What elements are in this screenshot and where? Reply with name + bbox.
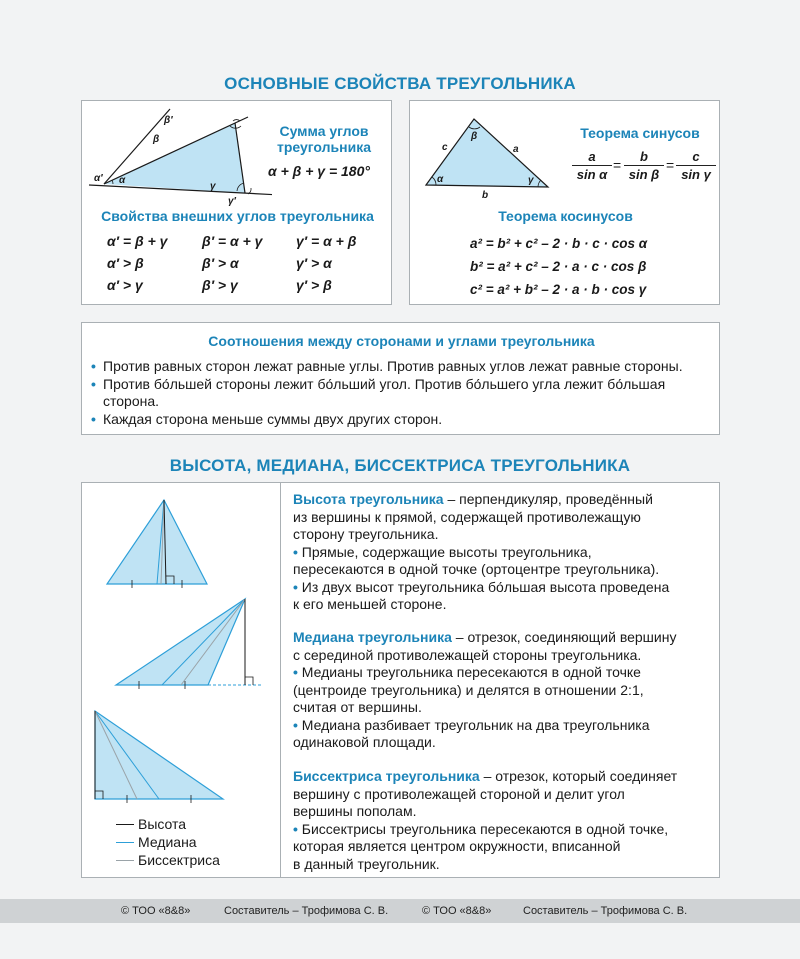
legend-item-median: Медиана: [116, 833, 220, 851]
list-item: • Каждая сторона меньше суммы двух других сторон.: [91, 411, 716, 429]
exterior-angles-title: Свойства внешних углов треугольника: [101, 208, 374, 224]
angles-panel: [81, 100, 392, 305]
legend-line-gray: [116, 860, 134, 861]
label-side-a: a: [513, 144, 519, 155]
label-gamma-prime: γ′: [228, 196, 236, 207]
ext-formula: α′ > γ: [107, 277, 143, 293]
ext-formula: β′ > α: [202, 255, 239, 271]
cosine-formula: a² = b² + c² – 2 · b · c · cos α: [470, 236, 648, 251]
label-side-c: c: [442, 142, 448, 153]
equals-sign: =: [613, 157, 622, 173]
median-term: Медиана треугольника: [293, 629, 452, 645]
label-alpha-prime: α′: [94, 173, 103, 184]
footer-author: Составитель – Трофимова С. В.: [224, 905, 389, 917]
altitude-median-bisector-panel: [81, 482, 720, 878]
ext-formula: β′ = α + γ: [202, 233, 263, 249]
legend-line-black: [116, 824, 134, 825]
ext-formula: α′ > β: [107, 255, 144, 271]
footer-author: Составитель – Трофимова С. В.: [523, 905, 688, 917]
label-alpha: α: [437, 174, 444, 185]
triangle-sides-figure: [410, 101, 570, 201]
label-beta: β: [471, 131, 478, 142]
bisector-definition: Биссектриса треугольника – отрезок, который соединяет вершину с противолежащей стороной и делит угол вершины пополам. • Биссектрисы треугольника пересекаются в одной точке, которая является центром окружности, вписанной в данный треугольник.: [293, 768, 678, 872]
footer-copyright: © ТОО «8&8»: [121, 905, 191, 917]
equals-sign: =: [666, 157, 675, 173]
label-beta-prime: β′: [164, 115, 173, 126]
ext-formula: β′ > γ: [202, 277, 238, 293]
section-title-properties: ОСНОВНЫЕ СВОЙСТВА ТРЕУГОЛЬНИКА: [224, 74, 576, 93]
sine-fraction-a: $\frac{a}{\text{sin α}}$: [572, 149, 612, 182]
theorems-panel: [409, 100, 720, 305]
ext-formula: γ′ > β: [296, 277, 332, 293]
relations-panel: [81, 322, 720, 435]
label-gamma: γ: [528, 175, 534, 186]
angle-sum-title: Сумма углов треугольника: [276, 123, 371, 155]
ext-formula: γ′ > α: [296, 255, 332, 271]
angle-sum-formula: α + β + γ = 180°: [268, 163, 370, 179]
column-divider: [280, 483, 281, 877]
sine-theorem-title: Теорема синусов: [580, 125, 700, 141]
cosine-formulas: [470, 232, 647, 301]
label-alpha: α: [119, 175, 126, 186]
cosine-formula: c² = a² + b² – 2 · a · b · cos γ: [470, 282, 647, 297]
label-beta: β: [153, 134, 160, 145]
legend: [116, 815, 220, 869]
sine-fraction-b: $\frac{b}{\text{sin β}}$: [624, 149, 664, 182]
exterior-angles-figure: [82, 101, 272, 211]
altitude-term: Высота треугольника: [293, 491, 444, 507]
section-title-altitude-median-bisector: ВЫСОТА, МЕДИАНА, БИССЕКТРИСА ТРЕУГОЛЬНИКА: [169, 456, 631, 475]
median-definition: Медиана треугольника – отрезок, соединяющий вершину с серединой противолежащей стороны треугольника. • Медианы треугольника пересекаются в одной точке (центроиде треугольника) и делятся в отношении 2:1, считая от вершины. • Медиана разбивает треугольник на два треугольника одинаковой площади.: [293, 629, 677, 750]
legend-item-altitude: Высота: [116, 815, 220, 833]
label-gamma: γ: [210, 181, 216, 192]
footer-copyright: © ТОО «8&8»: [422, 905, 492, 917]
legend-item-bisector: Биссектриса: [116, 851, 220, 869]
cosine-theorem-title: Теорема косинусов: [498, 208, 633, 224]
bisector-term: Биссектриса треугольника: [293, 768, 480, 784]
ext-formula: α′ = β + γ: [107, 233, 168, 249]
cosine-formula: b² = a² + c² – 2 · a · c · cos β: [470, 259, 647, 274]
relations-title: Соотношения между сторонами и углами треугольника: [208, 333, 595, 349]
altitude-definition: Высота треугольника – перпендикуляр, проведённый из вершины к прямой, содержащей противолежащую сторону треугольника. • Прямые, содержащие высоты треугольника, пересекаются в одной точке (ортоцентре треугольника). • Из двух высот треугольника бо́льшая высота проведена к его меньшей стороне.: [293, 491, 670, 612]
relations-list: [91, 358, 716, 428]
ext-formula: γ′ = α + β: [296, 233, 357, 249]
footer: [0, 899, 800, 923]
label-side-b: b: [482, 190, 489, 201]
legend-line-blue: [116, 842, 134, 843]
sine-fraction-c: $\frac{c}{\text{sin γ}}$: [676, 149, 716, 182]
list-item: • Против равных сторон лежат равные углы. Против равных углов лежат равные стороны.: [91, 358, 716, 376]
list-item: • Против бо́льшей стороны лежит бо́льший угол. Против бо́льшего угла лежит бо́льшая сторона.: [91, 376, 693, 411]
